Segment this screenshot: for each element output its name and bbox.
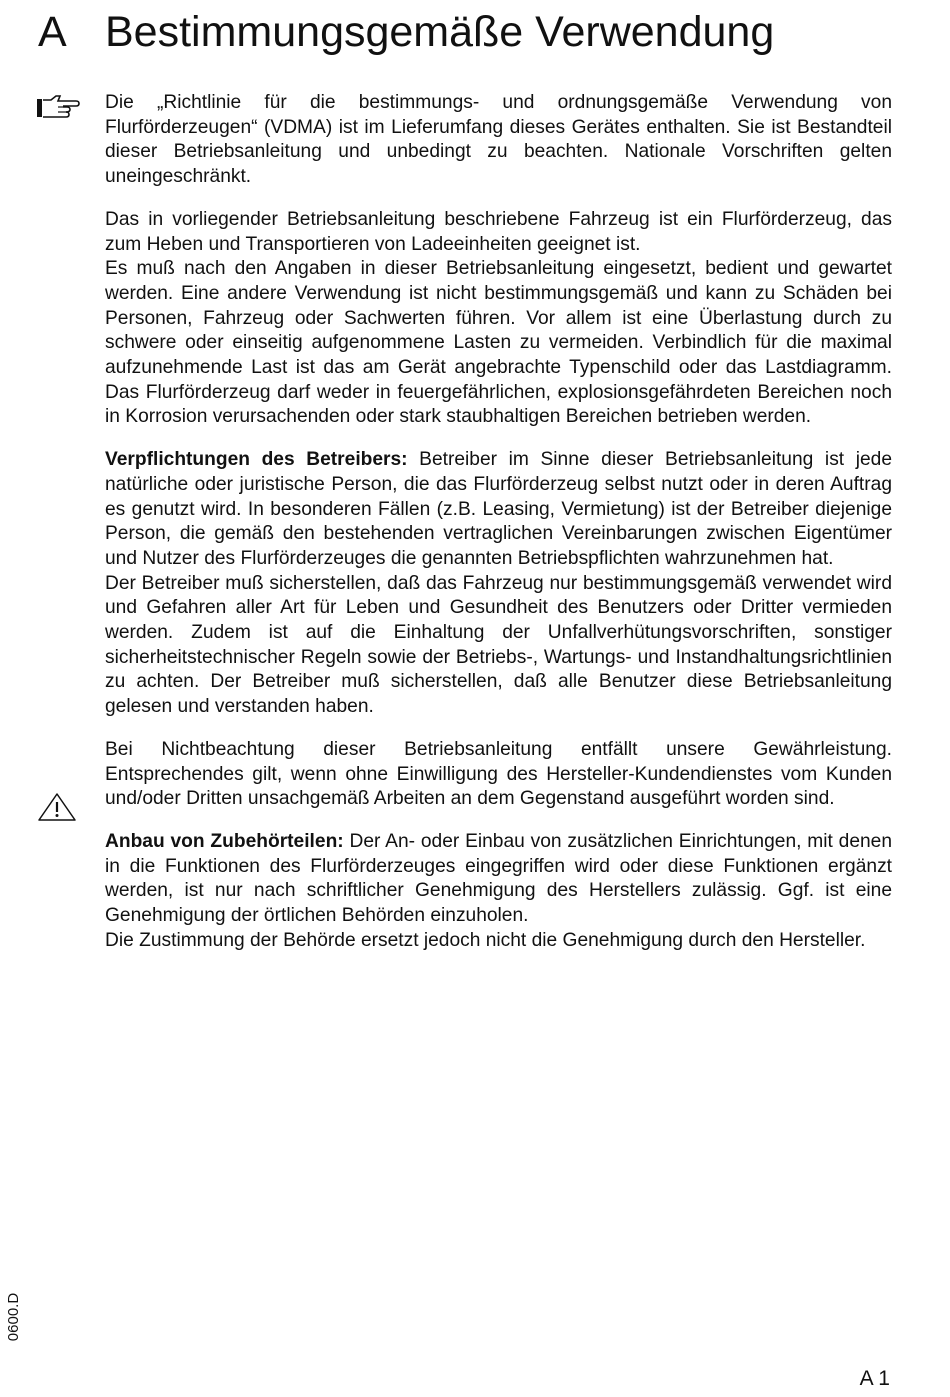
paragraph-warranty-warning: Bei Nichtbeachtung dieser Betriebsanleitung entfällt unsere Gewährleistung. Entsprechendes gilt, wenn ohne Einwilligung des Hersteller-Kundendienstes vom Kunden und/oder Dritten unsachgemäß Arbeiten an dem Gegenstand ausgeführt worden sind. — [105, 738, 892, 810]
accessories-text: Der An- oder Einbau von zusätzlichen Einrichtungen, mit denen in die Funktionen des Flurförderzeuges eingegriffen wird oder diese Funktionen ergänzt werden, ist nur nach schriftlicher Genehmigung des Herstellers zulässig. Ggf. ist eine Genehmigung der örtlichen Behörden einzuholen. — [105, 830, 893, 927]
body-text — [105, 91, 892, 954]
warning-triangle-icon — [37, 792, 77, 822]
page-heading — [38, 6, 774, 58]
accessories-label: Anbau von Zubehörteilen: — [105, 830, 344, 852]
operator-obligations-text: Betreiber im Sinne dieser Betriebsanleitung ist jede natürliche oder juristische Person, die das Flurförderzeug selbst nutzt oder in deren Auftrag es genutzt wird. In besonderen Fällen (z.B. Leasing, Vermietung) ist der Betreiber diejenige Person, die gemäß den bestehenden vertraglichen Vereinbarungen zwischen Eigentümer und Nutzer des Flurförderzeuges die genannten Betriebspflichten wahrzunehmen hat. — [105, 449, 892, 569]
paragraph-vdma-guideline: Die „Richtlinie für die bestimmungs- und ordnungsgemäße Verwendung von Flurförderzeugen“ (VDMA) ist im Lieferumfang dieses Gerätes enthalten. Sie ist Bestandteil dieser Betriebsanleitung und unbedingt zu beachten. Nationale Vorschriften gelten uneingeschränkt. — [105, 92, 892, 188]
paragraph-operator-obligations — [105, 448, 892, 572]
paragraph-accessories — [105, 830, 892, 929]
paragraph-vehicle-description: Das in vorliegender Betriebsanleitung beschriebene Fahrzeug ist ein Flurförderzeug, das zum Heben und Transportieren von Ladeeinheiten geeignet ist. — [105, 208, 892, 255]
pointing-hand-icon — [36, 93, 80, 121]
paragraph-intended-use: Es muß nach den Angaben in dieser Betriebsanleitung eingesetzt, bedient und gewartet werden. Eine andere Verwendung ist nicht bestimmungsgemäß und kann zu Schäden bei Personen, Fahrzeug oder Sachwerten führen. Vor allem ist eine Überlastung durch zu schwere oder einseitig aufgenommene Lasten zu vermeiden. Verbindlich für die maximal aufzunehmende Last ist das am Gerät angebrachte Typenschild oder das Lastdiagramm. Das Flurförderzeug darf weder in feuergefährlichen, explosionsgefährdeten Bereichen noch in Korrosion verursachenden oder stark staubhaltigen Bereichen betrieben werden. — [105, 258, 892, 428]
page-title: Bestimmungsgemäße Verwendung — [105, 8, 775, 56]
page-number: A 1 — [859, 1367, 890, 1390]
operator-obligations-label: Verpflichtungen des Betreibers: — [105, 449, 408, 471]
paragraph-authority-approval: Die Zustimmung der Behörde ersetzt jedoch nicht die Genehmigung durch den Hersteller. — [105, 929, 866, 951]
paragraph-operator-responsibility: Der Betreiber muß sicherstellen, daß das Fahrzeug nur bestimmungsgemäß verwendet wird und Gefahren aller Art für Leben und Gesundheit des Benutzers oder Dritter vermieden werden. Zudem ist auf die Einhaltung der Unfallverhütungsvorschriften, sonstiger sicherheitstechnischer Regeln sowie der Betriebs-, Wartungs- und Instandhaltungsrichtlinien zu achten. Der Betreiber muß sicherstellen, daß alle Benutzer diese Betriebsanleitung gelesen und verstanden haben. — [105, 572, 892, 718]
document-code: 0600.D — [5, 1292, 22, 1342]
section-letter: A — [38, 8, 67, 56]
